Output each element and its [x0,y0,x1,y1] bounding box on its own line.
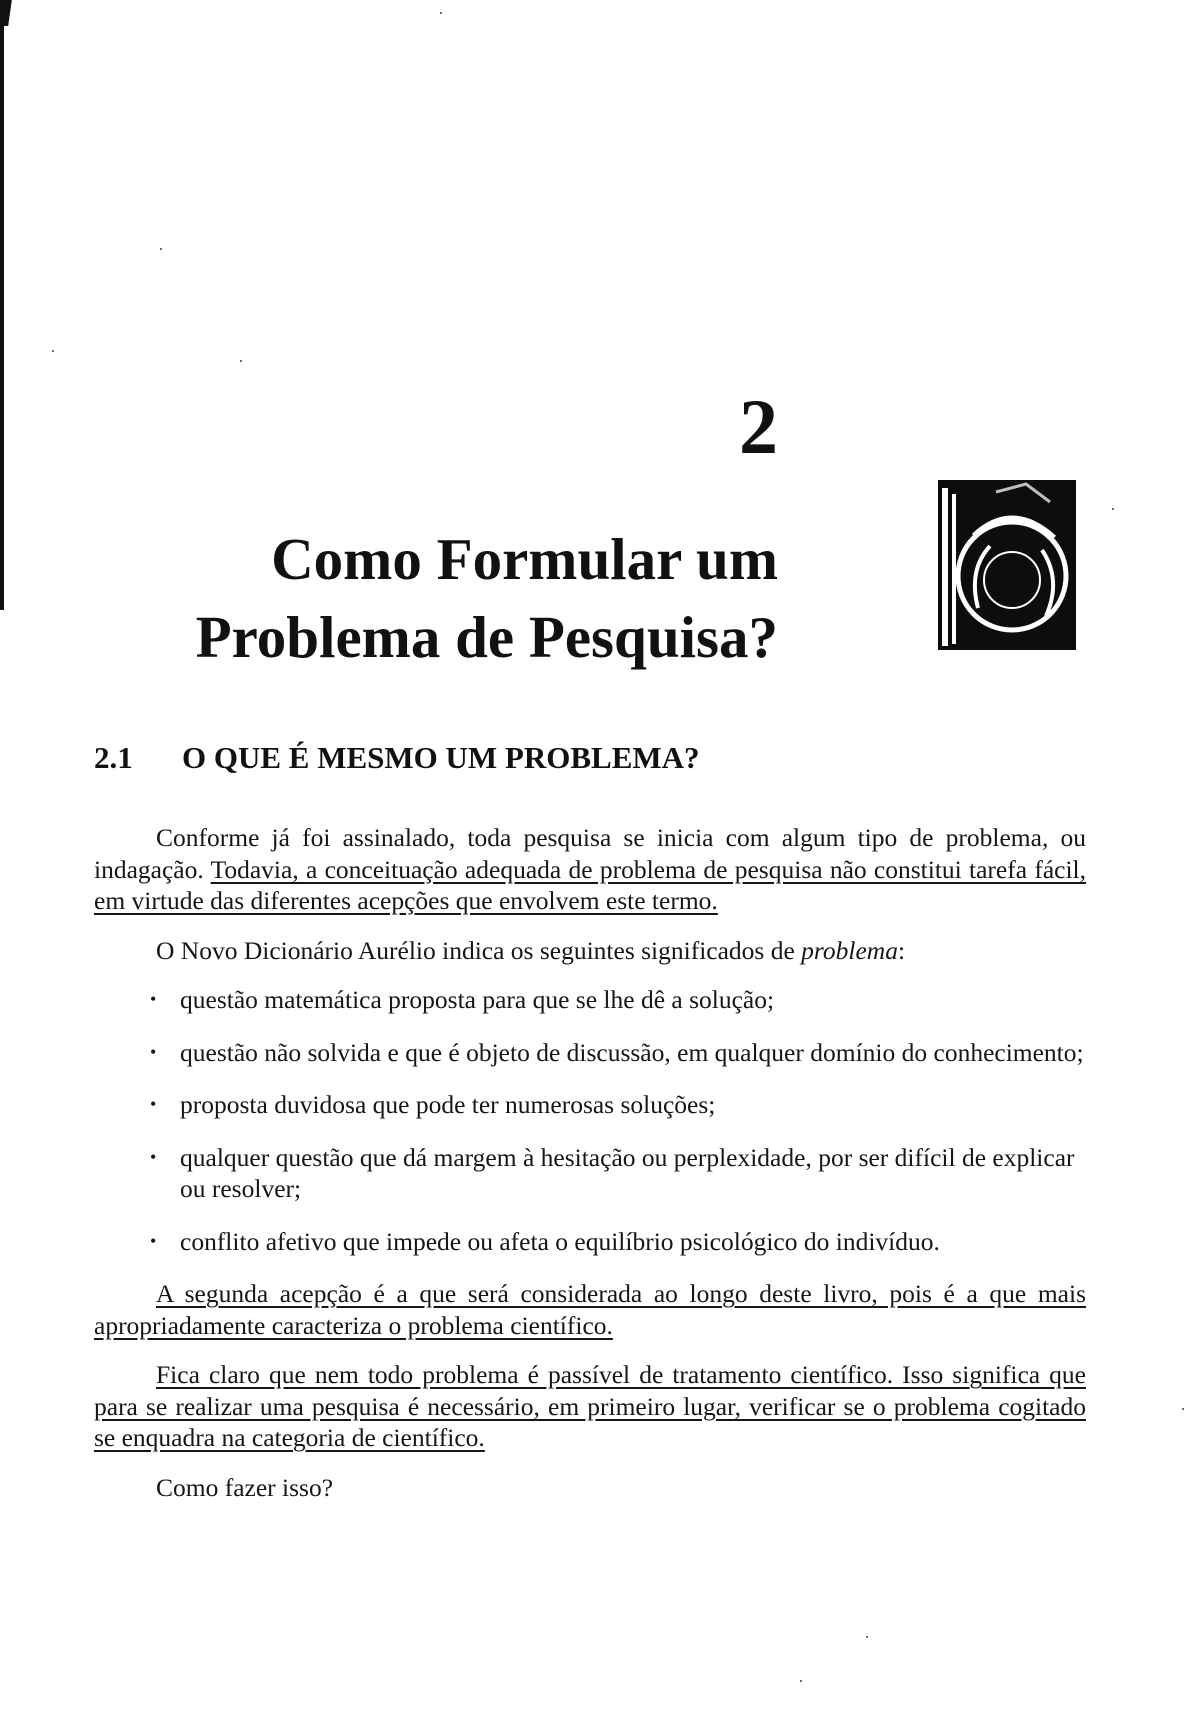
section-heading [94,738,1094,778]
bullet-icon: • [150,1146,157,1167]
chapter-title-line-1: Como Formular um [271,526,778,592]
section-number: 2.1 [94,740,133,775]
scan-speck [52,350,54,352]
paragraph-intro-underlined: Todavia, a conceituação adequada de problema de pesquisa não constitui tarefa fácil, em virtude das diferentes acepções que envolvem este termo. [94,854,1087,915]
chapter-title-line-2: Problema de Pesquisa? [195,604,778,670]
scan-speck [1182,1408,1184,1410]
scan-speck [866,1636,868,1638]
definition-text: questão matemática proposta para que se lhe dê a solução; [180,985,775,1014]
definition-list [94,984,1086,1257]
definition-text: proposta duvidosa que pode ter numerosas soluções; [180,1090,716,1119]
bullet-icon: • [150,1094,157,1114]
list-item [150,984,1086,1016]
definition-text: questão não solvida e que é objeto de discussão, em qualquer domínio do conhecimento; [180,1037,1084,1067]
list-item [150,1226,1086,1258]
paragraph-question-text: Como fazer isso? [156,1472,334,1502]
paragraph-dictionary-colon: : [897,935,906,965]
scan-speck [440,12,442,14]
scan-speck [240,360,242,362]
chapter-emblem-icon [938,480,1076,650]
paragraph-second-sense-text: A segunda acepção é a que será considerada ao longo deste livro, pois é a que mais apropriadamente caracteriza o problema científico. [94,1279,1086,1340]
bullet-icon: • [150,1230,157,1251]
term-problema: problema [801,935,898,965]
list-item [150,1037,1086,1069]
section-title: O QUE É MESMO UM PROBLEMA? [182,740,700,775]
paragraph-intro [94,822,1086,917]
paragraph-question [94,1472,1086,1504]
chapter-number: 2 [739,383,778,470]
scan-speck [160,248,162,250]
bullet-icon: • [150,989,157,1009]
scan-speck [800,1680,802,1682]
chapter-title [18,520,778,676]
paragraph-intro-text: Conforme já foi assinalado, toda pesquisa se inicia com algum tipo de problema, ou indagação. [94,823,1086,884]
paragraph-scientific [94,1359,1086,1454]
definition-text: qualquer questão que dá margem à hesitação ou perplexidade, por ser difícil de explicar ou resolver; [180,1142,1075,1203]
paragraph-dictionary-text: O Novo Dicionário Aurélio indica os seguintes significados de [156,935,802,965]
scan-edge-mark [0,0,12,26]
paragraph-scientific-text: Fica claro que nem todo problema é passível de tratamento científico. Isso significa que para se realizar uma pesquisa é necessário, em primeiro lugar, verificar se o problema cogitado se enquadra na categoria de científico. [94,1360,1086,1452]
paragraph-dictionary [94,935,1086,967]
scan-edge-bar [0,0,4,610]
scan-speck [1112,508,1114,510]
body-text [94,822,1086,1521]
bullet-icon: • [150,1041,157,1062]
definition-text: conflito afetivo que impede ou afeta o equilíbrio psicológico do indivíduo. [180,1226,940,1256]
list-item [150,1089,1086,1121]
paragraph-second-sense [94,1278,1086,1341]
list-item [150,1142,1086,1205]
